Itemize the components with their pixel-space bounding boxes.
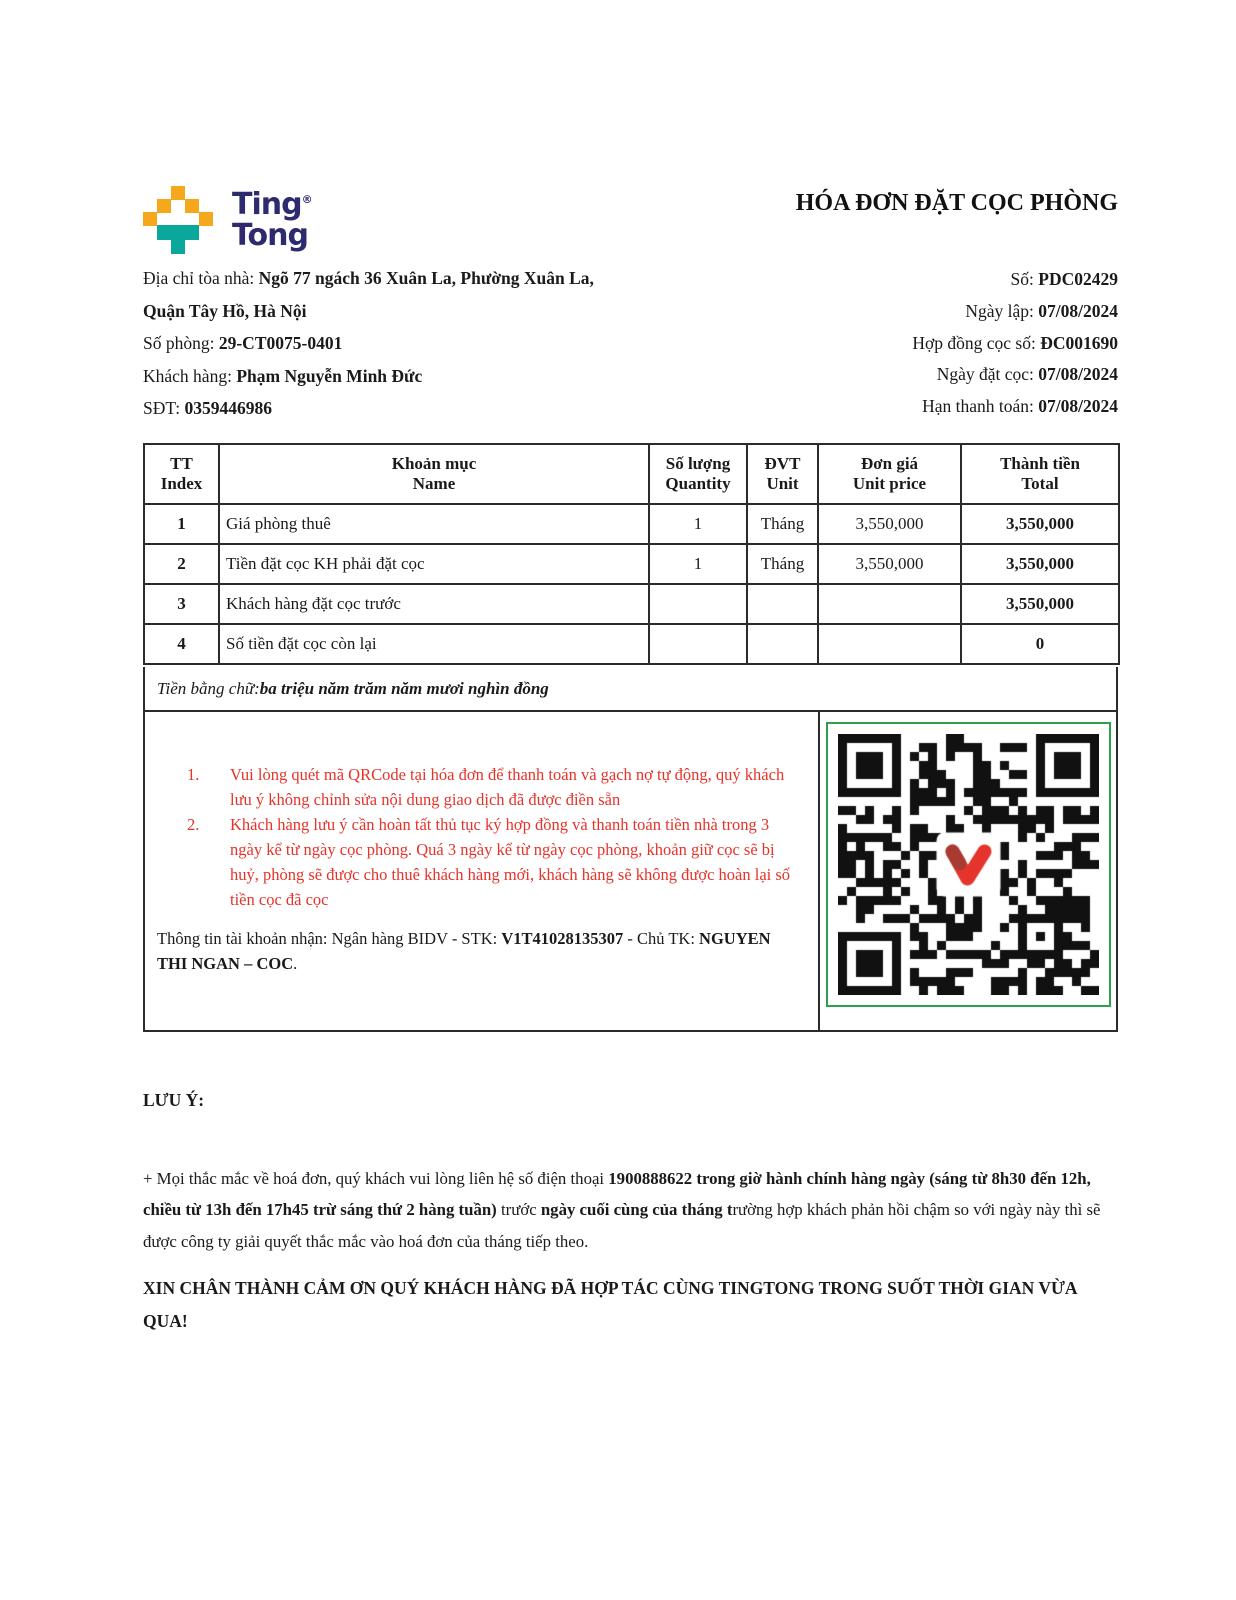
footer-paragraph: + Mọi thắc mắc về hoá đơn, quý khách vui lòng liên hệ số điện thoại 1900888622 trong giờ hành chính hàng ngày (sáng từ 8h30 đến 12h, chiều từ 13h đến 17h45 trừ sáng thứ 2 hàng tuần) trước ngày cuối cùng của tháng trường hợp khách phản hồi chậm so với ngày này thì sẽ được công ty giải quyết thắc mắc vào hoá đơn của tháng tiếp theo. <box>143 1168 1101 1251</box>
tingtong-logo-icon <box>143 186 215 256</box>
invoice-meta <box>698 264 1118 423</box>
bank-account-holder: NGUYEN THI NGAN – COC <box>157 929 771 973</box>
cell-unit <box>747 624 818 664</box>
logo-square <box>185 199 199 213</box>
cell-qty: 1 <box>649 504 747 544</box>
logo-square <box>143 212 157 226</box>
cell-index: 3 <box>144 584 219 624</box>
logo-teal-bar <box>157 225 199 240</box>
cell-total: 3,550,000 <box>961 504 1119 544</box>
cell-name: Khách hàng đặt cọc trước <box>219 584 649 624</box>
cell-unit-price <box>818 624 961 664</box>
logo-wordmark <box>232 184 312 251</box>
cell-qty <box>649 624 747 664</box>
payment-notes <box>145 712 820 1030</box>
col-unit-price: Đơn giá Unit price <box>818 444 961 504</box>
hotline-number: 1900888622 trong giờ hành chính hàng ngày (sáng từ 8h30 đến 12h, chiều từ 13h đến 17h45 trừ sáng thứ 2 hàng tuần) <box>143 1168 1091 1220</box>
payment-qr-code <box>838 734 1099 995</box>
note-item-2 <box>187 812 800 912</box>
logo-square <box>171 186 185 200</box>
table-row <box>144 584 1119 624</box>
table-header-row <box>144 444 1119 504</box>
cell-unit-price <box>818 584 961 624</box>
logo-square <box>157 199 171 213</box>
qr-frame <box>826 722 1111 1007</box>
payment-notes-box <box>143 712 1118 1032</box>
cell-unit: Tháng <box>747 504 818 544</box>
contract-number: Hợp đồng cọc số: ĐC001690 <box>912 332 1118 353</box>
col-unit: ĐVT Unit <box>747 444 818 504</box>
cell-name: Số tiền đặt cọc còn lại <box>219 624 649 664</box>
address-line: Địa chỉ tòa nhà: Ngõ 77 ngách 36 Xuân La, Phường Xuân La, <box>143 268 594 288</box>
note-text: Vui lòng quét mã QRCode tại hóa đơn để thanh toán và gạch nợ tự động, quý khách lưu ý không chỉnh sửa nội dung giao dịch đã được điền sẵn <box>230 765 785 809</box>
logo-teal-stem <box>171 239 185 254</box>
bank-account-number: V1T41028135307 <box>501 929 624 948</box>
col-index: TT Index <box>144 444 219 504</box>
created-date: Ngày lập: 07/08/2024 <box>965 300 1118 321</box>
qr-cell <box>820 712 1116 1030</box>
table-row <box>144 544 1119 584</box>
note-number: 2. <box>187 815 200 834</box>
note-text: Khách hàng lưu ý cần hoàn tất thủ tục ký hợp đồng và thanh toán tiền nhà trong 3 ngày kể từ ngày cọc phòng. Quá 3 ngày kể từ ngày cọc phòng, khoản giữ cọc sẽ bị huỷ, phòng sẽ được cho thuê khách hàng mới, khách hàng sẽ không được hoàn lại số tiền cọc đã cọc <box>230 815 791 909</box>
invoice-number: Số: PDC02429 <box>1010 269 1118 289</box>
registered-mark: ® <box>301 193 312 206</box>
note-number: 1. <box>187 765 200 784</box>
cell-total: 0 <box>961 624 1119 664</box>
cell-qty: 1 <box>649 544 747 584</box>
cell-qty <box>649 584 747 624</box>
deposit-date: Ngày đặt cọc: 07/08/2024 <box>936 364 1118 385</box>
bank-account-info: Thông tin tài khoản nhận: Ngân hàng BIDV - STK: V1T41028135307 - Chủ TK: NGUYEN THI NGAN – COC. <box>157 929 771 973</box>
logo-word1: Ting <box>232 187 302 222</box>
cell-unit: Tháng <box>747 544 818 584</box>
note-item-1 <box>187 762 800 812</box>
table-row <box>144 624 1119 664</box>
items-table <box>143 443 1120 665</box>
amount-in-words-row <box>143 667 1118 712</box>
customer-line: Khách hàng: Phạm Nguyễn Minh Đức <box>143 365 423 386</box>
logo-square <box>199 212 213 226</box>
table-row <box>144 504 1119 544</box>
amount-in-words-label: Tiền bằng chữ: <box>157 678 260 698</box>
col-total: Thành tiền Total <box>961 444 1119 504</box>
page-title: HÓA ĐƠN ĐẶT CỌC PHÒNG <box>795 190 1118 216</box>
due-date: Hạn thanh toán: 07/08/2024 <box>922 396 1118 417</box>
thank-you-message: XIN CHÂN THÀNH CẢM ƠN QUÝ KHÁCH HÀNG ĐÃ HỢP TÁC CÙNG TINGTONG TRONG SUỐT THỜI GIAN VỪA QUA! <box>143 1278 1077 1331</box>
amount-in-words-value: ba triệu năm trăm năm mươi nghìn đồng <box>259 678 549 698</box>
cell-name: Tiền đặt cọc KH phải đặt cọc <box>219 544 649 584</box>
room-line: Số phòng: 29-CT0075-0401 <box>143 333 343 353</box>
col-quantity: Số lượng Quantity <box>649 444 747 504</box>
cell-unit-price: 3,550,000 <box>818 544 961 584</box>
cell-index: 1 <box>144 504 219 544</box>
cell-unit-price: 3,550,000 <box>818 504 961 544</box>
cell-total: 3,550,000 <box>961 584 1119 624</box>
cell-total: 3,550,000 <box>961 544 1119 584</box>
logo-word2: Tong <box>232 218 308 253</box>
note-heading: LƯU Ý: <box>143 1090 205 1110</box>
address-line-2: Quận Tây Hồ, Hà Nội <box>143 300 307 321</box>
phone-line: SĐT: 0359446986 <box>143 398 272 418</box>
col-name: Khoản mục Name <box>219 444 649 504</box>
cell-unit <box>747 584 818 624</box>
cell-index: 4 <box>144 624 219 664</box>
cell-name: Giá phòng thuê <box>219 504 649 544</box>
building-info <box>143 262 743 425</box>
cell-index: 2 <box>144 544 219 584</box>
